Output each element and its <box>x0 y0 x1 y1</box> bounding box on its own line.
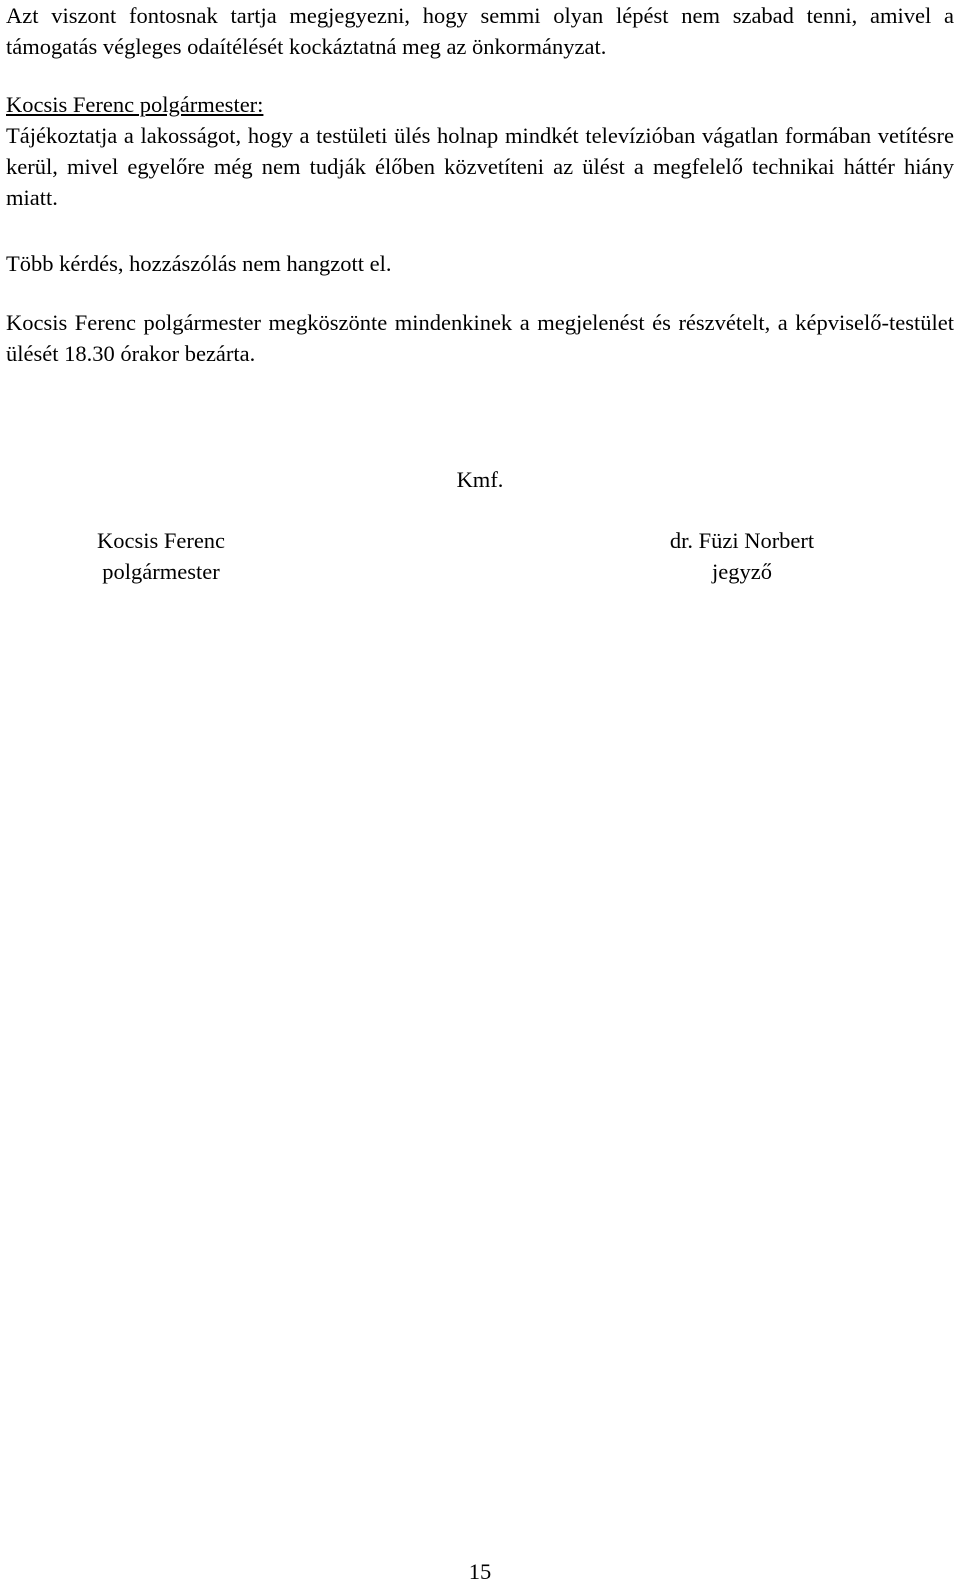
paragraph-meeting-closed: Kocsis Ferenc polgármester megköszönte mindenkinek a megjelenést és részvételt, a képviselő-testület ülését 18.30 órakor bezárta. <box>6 310 954 366</box>
kmf-label: Kmf. <box>456 467 504 492</box>
signature-block-notary <box>612 525 872 587</box>
paragraph-support-risk: Azt viszont fontosnak tartja megjegyezni, hogy semmi olyan lépést nem szabad tenni, amivel a támogatás végleges odaítélését kockáztatná meg az önkormányzat. <box>6 3 954 59</box>
mayor-announcement-text: Tájékoztatja a lakosságot, hogy a testületi ülés holnap mindkét televízióban vágatlan formában vetítésre kerül, mivel egyelőre még nem tudják élőben közvetíteni az ülést a megfelelő technikai háttér hiány miatt. <box>6 123 954 210</box>
speaker-label: Kocsis Ferenc polgármester: <box>6 92 264 117</box>
paragraph-mayor-announcement <box>6 89 954 213</box>
paragraph-no-more-questions: Több kérdés, hozzászólás nem hangzott el. <box>6 251 392 276</box>
signature-name-notary: dr. Füzi Norbert <box>669 528 815 553</box>
signature-block-mayor <box>31 525 291 587</box>
signature-title-notary: jegyző <box>712 559 772 584</box>
page-number: 15 <box>468 1559 492 1584</box>
signature-title-mayor: polgármester <box>102 559 220 584</box>
signature-name-mayor: Kocsis Ferenc <box>96 528 226 553</box>
